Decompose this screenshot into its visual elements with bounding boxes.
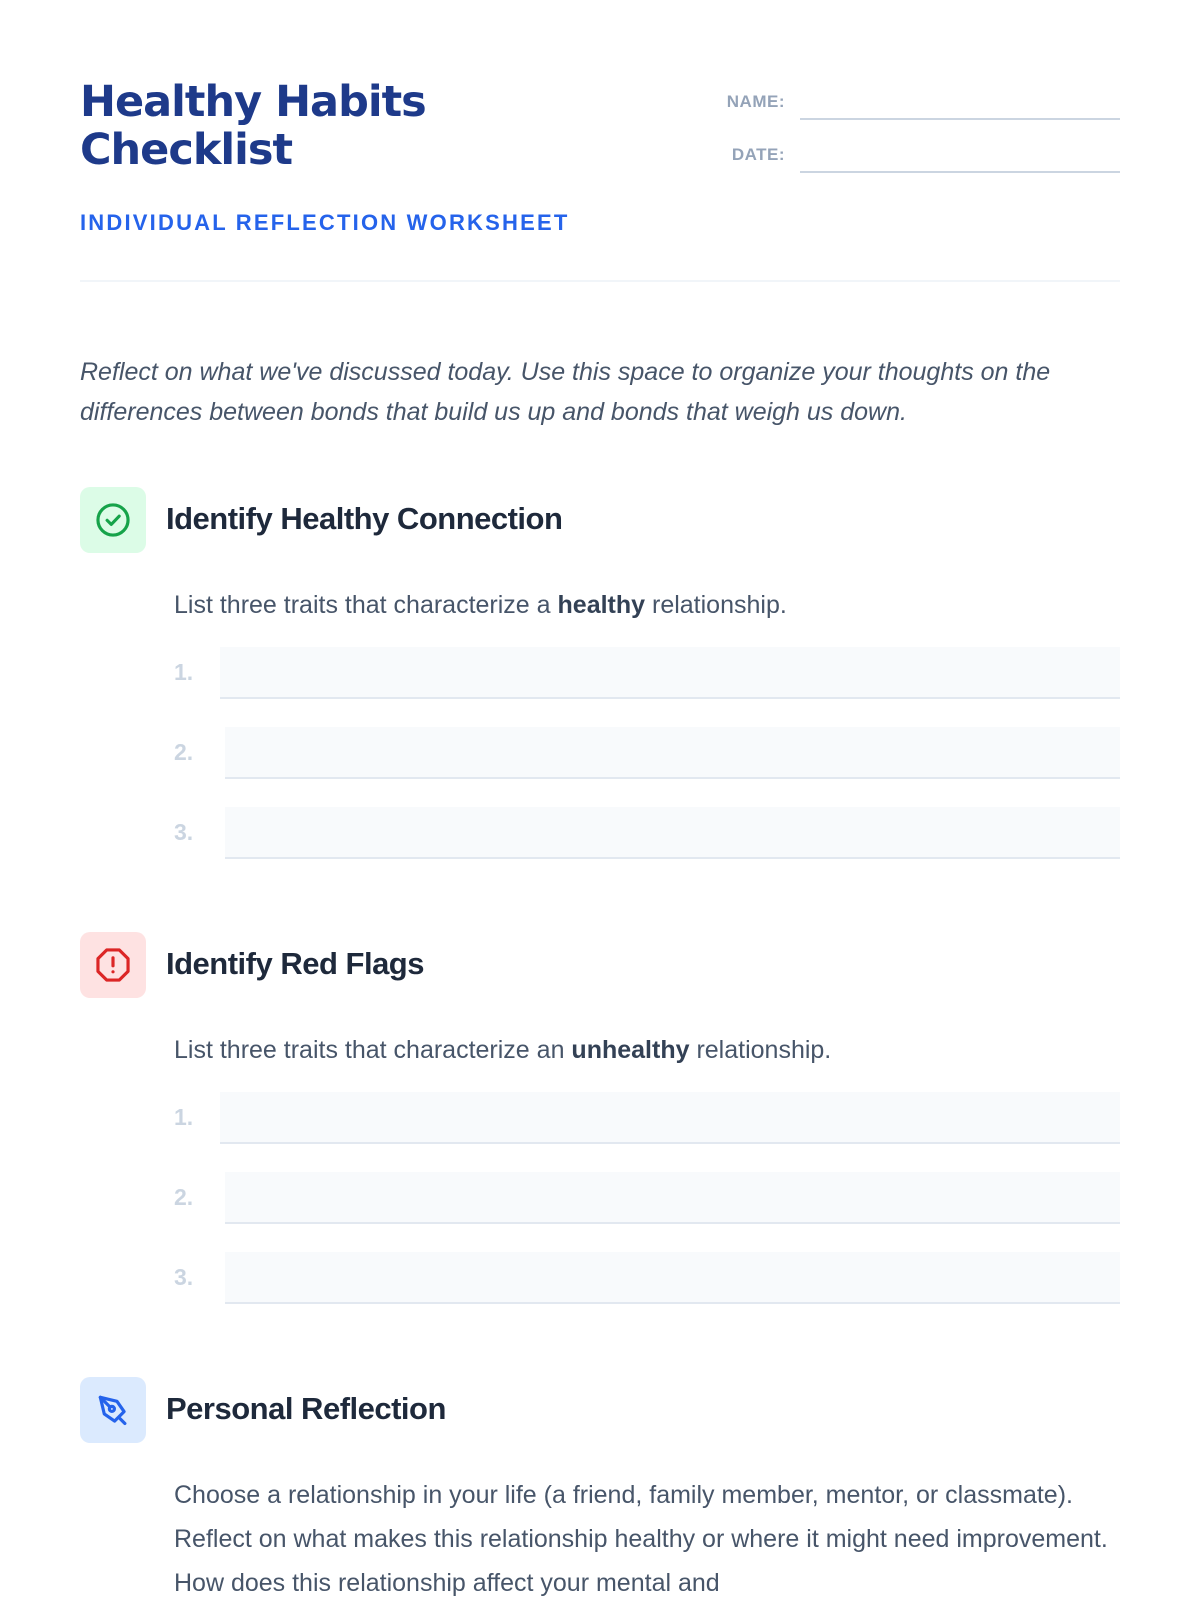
section-prompt [174, 583, 1120, 627]
section-title: Identify Red Flags [166, 946, 424, 981]
answer-field[interactable] [225, 1252, 1120, 1304]
answer-number: 3. [174, 819, 194, 845]
answer-row [174, 1092, 1120, 1144]
section-prompt: Choose a relationship in your life (a friend, family member, mentor, or classmate). Reflect on what makes this relationship healthy or where it might need improvement. How does this relationship affect your mental and [174, 1481, 1108, 1597]
answer-field[interactable] [220, 647, 1120, 699]
date-line-field[interactable] [800, 143, 1120, 173]
header-divider [80, 280, 1120, 282]
answer-field[interactable] [225, 727, 1120, 779]
answer-number: 2. [174, 739, 194, 765]
title-line-1: Healthy Habits [80, 77, 426, 127]
answer-field[interactable] [225, 1172, 1120, 1224]
alert-octagon-icon [80, 932, 146, 998]
section-title: Personal Reflection [166, 1391, 446, 1426]
title-line-2: Checklist [80, 125, 293, 175]
prompt-text-end: relationship. [652, 591, 787, 619]
answer-field[interactable] [225, 807, 1120, 859]
name-line-field[interactable] [800, 90, 1120, 120]
worksheet-subtitle: INDIVIDUAL REFLECTION WORKSHEET [80, 210, 570, 235]
answer-row [174, 647, 1120, 699]
answer-number: 1. [174, 1104, 194, 1130]
answer-row [174, 807, 1120, 859]
answer-row [174, 1172, 1120, 1224]
name-field-row [680, 90, 1120, 120]
answer-number: 2. [174, 1184, 194, 1210]
pen-tool-icon [80, 1377, 146, 1443]
date-label: DATE: [731, 145, 785, 164]
prompt-text-end: relationship. [696, 1036, 832, 1064]
name-label: NAME: [726, 92, 785, 111]
section-title: Identify Healthy Connection [166, 501, 563, 536]
prompt-emphasis: unhealthy [571, 1036, 690, 1064]
check-circle-icon [80, 487, 146, 553]
prompt-text: List three traits that characterize a [174, 591, 551, 619]
section-prompt [174, 1028, 1120, 1072]
intro-text: Reflect on what we've discussed today. Use this space to organize your thoughts on the differences between bonds that build us up and bonds that weigh us down. [80, 358, 1051, 426]
answer-row [174, 727, 1120, 779]
answer-field[interactable] [220, 1092, 1120, 1144]
answer-row [174, 1252, 1120, 1304]
answer-number: 1. [174, 659, 194, 685]
prompt-text: List three traits that characterize an [174, 1036, 565, 1064]
answer-number: 3. [174, 1264, 194, 1290]
worksheet-title [80, 78, 560, 174]
prompt-emphasis: healthy [557, 591, 646, 619]
date-field-row [680, 143, 1120, 173]
